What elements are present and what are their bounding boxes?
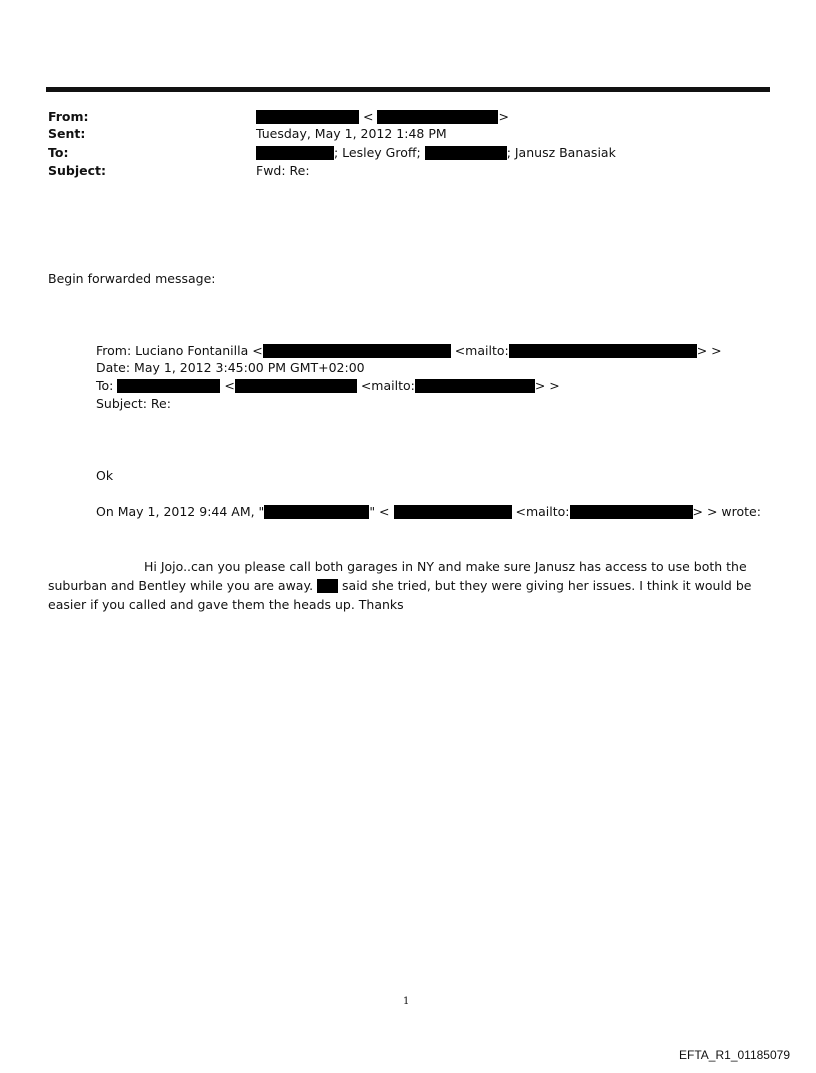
fwd-from-line [96,343,722,358]
fwd-to-mailto: <mailto: [360,378,415,393]
quote-mailto: <mailto: [515,504,570,519]
redaction-block [425,146,507,160]
fwd-to-prefix: To: [96,378,114,393]
begin-forwarded-text: Begin forwarded message: [48,271,216,286]
message-part-1: Hi Jojo..can you please call both garages in NY and make sure Janusz has access to use both the suburban and Bentley while you are away. [48,559,747,593]
bates-number: EFTA_R1_01185079 [679,1048,790,1062]
redaction-block [317,579,338,593]
fwd-from-prefix: From: Luciano Fontanilla < [96,343,263,358]
redaction-block [377,110,498,124]
redaction-block [263,344,451,358]
redaction-block [509,344,697,358]
redaction-block [256,146,334,160]
redaction-block [256,110,359,124]
to-label: To: [48,145,69,160]
fwd-to-close: > > [534,378,560,393]
to-separator-1: ; Lesley Groff; [334,145,421,160]
redaction-block [264,505,369,519]
message-part-2: said she tried, but they were giving her issues. I think it would be easier if you called and gave them the heads up. Thanks [48,578,752,612]
quote-prefix: On May 1, 2012 9:44 AM, " [96,504,265,519]
sent-value: Tuesday, May 1, 2012 1:48 PM [256,126,447,141]
subject-value: Fwd: Re: [256,163,310,178]
redaction-block [117,379,220,393]
fwd-to-lt: < [224,378,235,393]
page-number: 1 [403,996,410,1007]
sent-label: Sent: [48,126,86,141]
quote-mid: " < [369,504,390,519]
fwd-to-line [96,378,560,393]
fwd-mailto: <mailto: [454,343,509,358]
from-lt: < [362,109,374,124]
fwd-date-line: Date: May 1, 2012 3:45:00 PM GMT+02:00 [96,360,365,375]
from-label: From: [48,109,89,124]
subject-label: Subject: [48,163,106,178]
fwd-subject-line: Subject: Re: [96,396,171,411]
to-separator-2: ; Janusz Banasiak [506,145,616,160]
fwd-close: > > [696,343,722,358]
message-paragraph [48,557,770,614]
quote-end: > > wrote: [692,504,761,519]
redaction-block [235,379,357,393]
from-gt: > [498,109,509,124]
ok-text: Ok [96,468,114,483]
to-value [256,145,616,160]
redaction-block [570,505,693,519]
header-rule [46,87,770,92]
from-value [256,109,509,124]
redaction-block [394,505,512,519]
quote-line [96,504,761,519]
redaction-block [415,379,535,393]
